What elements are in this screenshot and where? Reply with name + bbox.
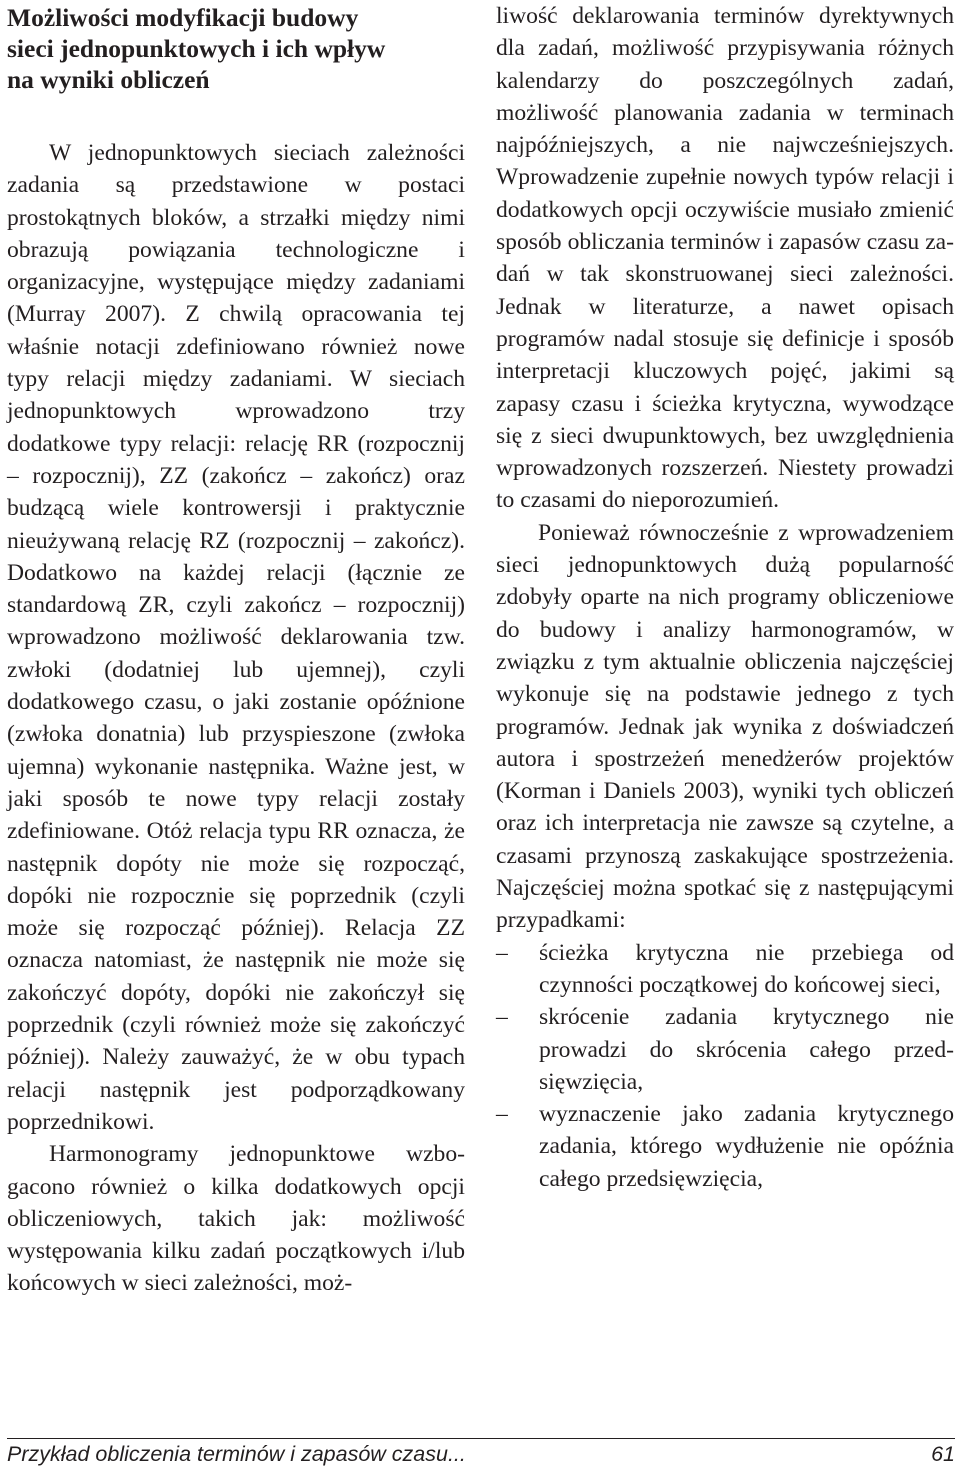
- section-heading: [7, 0, 465, 95]
- dash-list: [496, 937, 954, 1195]
- list-item: [496, 937, 954, 1002]
- section-heading-line: sieci jednopunktowych i ich wpływ: [7, 34, 386, 63]
- list-item: [496, 1098, 954, 1195]
- list-item-text: wyznaczenie jako zadania krytycznego zadania, którego wydłużenie nie opóźnia całego przedsięwzięcia,: [539, 1101, 954, 1192]
- page-footer: [7, 1440, 955, 1468]
- paragraph-continued: liwość deklarowania terminów dyrektywnych dla zadań, możliwość przypisywania różnych kalendarzy do poszczególnych zadań, możliwość planowania zadania w terminach najpóźniejszych, a nie najwcześniejszych. Wprowadzenie zupełnie nowych typów relacji i dodatkowych opcji oczywiście musiało zmienić sposób obliczania terminów i zapasów czasu zadań w tak skonstruowanej sieci zależności. Jednak w literaturze, a nawet opisach programów nadal stosuje się definicje i sposób interpretacji kluczowych pojęć, jakimi są zapasy czasu i ścieżka krytyczna, wywodzące się z sieci dwupunktowych, bez uwzględnienia wprowadzonych rozszerzeń. Niestety prowadzi to czasami do nieporozumień.: [496, 3, 954, 514]
- footer-divider: [7, 1438, 955, 1439]
- section-heading-line: na wyniki obliczeń: [7, 65, 210, 94]
- list-item-text: skrócenie zadania krytycznego nie prowadzi do skrócenia całego przedsięwzięcia,: [539, 1004, 954, 1095]
- list-item: [496, 1001, 954, 1098]
- right-column: [496, 0, 954, 1195]
- running-title: Przykład obliczenia terminów i zapasów czasu...: [7, 1442, 466, 1466]
- list-item-text: ścieżka krytyczna nie przebiega od czynności początkowej do końcowej sieci,: [539, 939, 954, 998]
- paragraph: Harmonogramy jednopunktowe wzbogacono również o kilka dodatkowych opcji obliczeniowych, takich jak: możliwość występowania kilku zadań początkowych i/lub końcowych w sieci zależności, moż-: [7, 1141, 465, 1297]
- left-column: [7, 0, 465, 1300]
- page-number: 61: [931, 1442, 955, 1466]
- dash-bullet: –: [496, 1004, 508, 1031]
- dash-bullet: –: [496, 939, 508, 966]
- section-heading-line: Możliwości modyfikacji budowy: [7, 3, 359, 32]
- paragraph: W jednopunktowych sieciach zależności zadania są przedstawione w postaci prostokątnych bloków, a strzałki między nimi obrazują powiązania technologiczne i organizacyjne, występujące między zadaniami (Murray 2007). Z chwilą opracowania tej właśnie notacji zdefiniowano również nowe typy relacji między zadaniami. W sieciach jednopunktowych wprowadzono trzy dodatkowe typy relacji: relację RR (rozpocznij – rozpocznij), ZZ (zakończ – zakończ) oraz budzącą wiele kontrowersji i praktycznie nieużywaną relację RZ (rozpocznij – zakończ). Dodatkowo na każdej relacji (łącznie ze standardową ZR, czyli zakończ – rozpocznij) wprowadzono możliwość deklarowania tzw. zwłoki (dodatniej lub ujemnej), czyli dodatkowego czasu, o jaki zostanie opóźnione (zwłoka donatnia) lub przyspieszone (zwłoka ujemna) wykonanie następnika. Ważne jest, w jaki sposób te nowe typy relacji zostały zdefiniowane. Otóż relacja typu RR oznacza, że następnik dopóty nie może się rozpocząć, dopóki nie rozpocznie się poprzednik (czyli może się rozpocząć później). Relacja ZZ oznacza natomiast, że następnik nie może się zakończyć dopóty, dopóki nie zakończył się poprzednik (czyli również może się zakończyć później). Należy zauważyć, że w obu typach relacji następnik jest podporządkowany poprzednikowi.: [7, 140, 465, 1135]
- dash-bullet: –: [496, 1101, 508, 1128]
- paragraph: Ponieważ równocześnie z wprowadzeniem sieci jednopunktowych dużą popularność zdobyły oparte na nich programy obliczeniowe do budowy i analizy harmonogramów, w związku z tym aktualnie obliczenia najczęściej wykonuje się na podstawie jednego z tych programów. Jednak jak wynika z doświadczeń autora i spostrzeżeń menedżerów projektów (Korman i Daniels 2003), wyniki tych obliczeń oraz ich interpretacja nie zawsze są czytelne, a czasami przynoszą zaskakujące spostrzeżenia. Najczęściej można spotkać się z następującymi przypadkami:: [496, 519, 954, 934]
